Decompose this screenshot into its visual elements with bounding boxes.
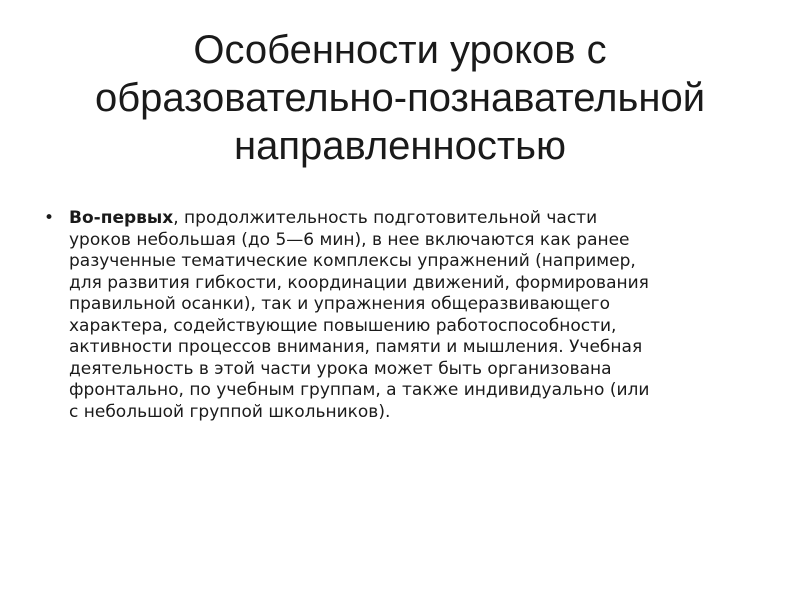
- paragraph-line: характера, содействующие повышению работоспособности,: [69, 315, 617, 336]
- lead-text: Во-первых: [69, 208, 174, 228]
- slide-title: [40, 26, 760, 170]
- title-line: образовательно-познавательной: [94, 76, 706, 120]
- slide-content: [44, 208, 760, 423]
- paragraph-line: деятельность в этой части урока может быть организована: [69, 358, 612, 379]
- paragraph-line: правильной осанки), так и упражнения общеразвивающего: [69, 294, 611, 314]
- paragraph-line: с небольшой группой школьников).: [69, 401, 391, 422]
- paragraph-line: фронтально, по учебным группам, а также индивидуально (или: [69, 380, 650, 400]
- bullet-paragraph: [69, 208, 760, 423]
- paragraph-line: для развития гибкости, координации движений, формирования: [69, 272, 649, 293]
- paragraph-line: уроков небольшая (до 5—6 мин), в нее включаются как ранее: [69, 229, 630, 250]
- title-line: Особенности уроков с: [193, 28, 607, 72]
- bullet-icon: •: [44, 208, 55, 228]
- bullet-item: [44, 208, 760, 423]
- lead-rest-text: , продолжительность подготовительной части: [173, 208, 598, 228]
- paragraph-line: активности процессов внимания, памяти и мышления. Учебная: [69, 337, 643, 357]
- paragraph-line: разученные тематические комплексы упражнений (например,: [69, 251, 636, 271]
- paragraph-line: [69, 208, 760, 230]
- title-line: направленностью: [234, 124, 566, 168]
